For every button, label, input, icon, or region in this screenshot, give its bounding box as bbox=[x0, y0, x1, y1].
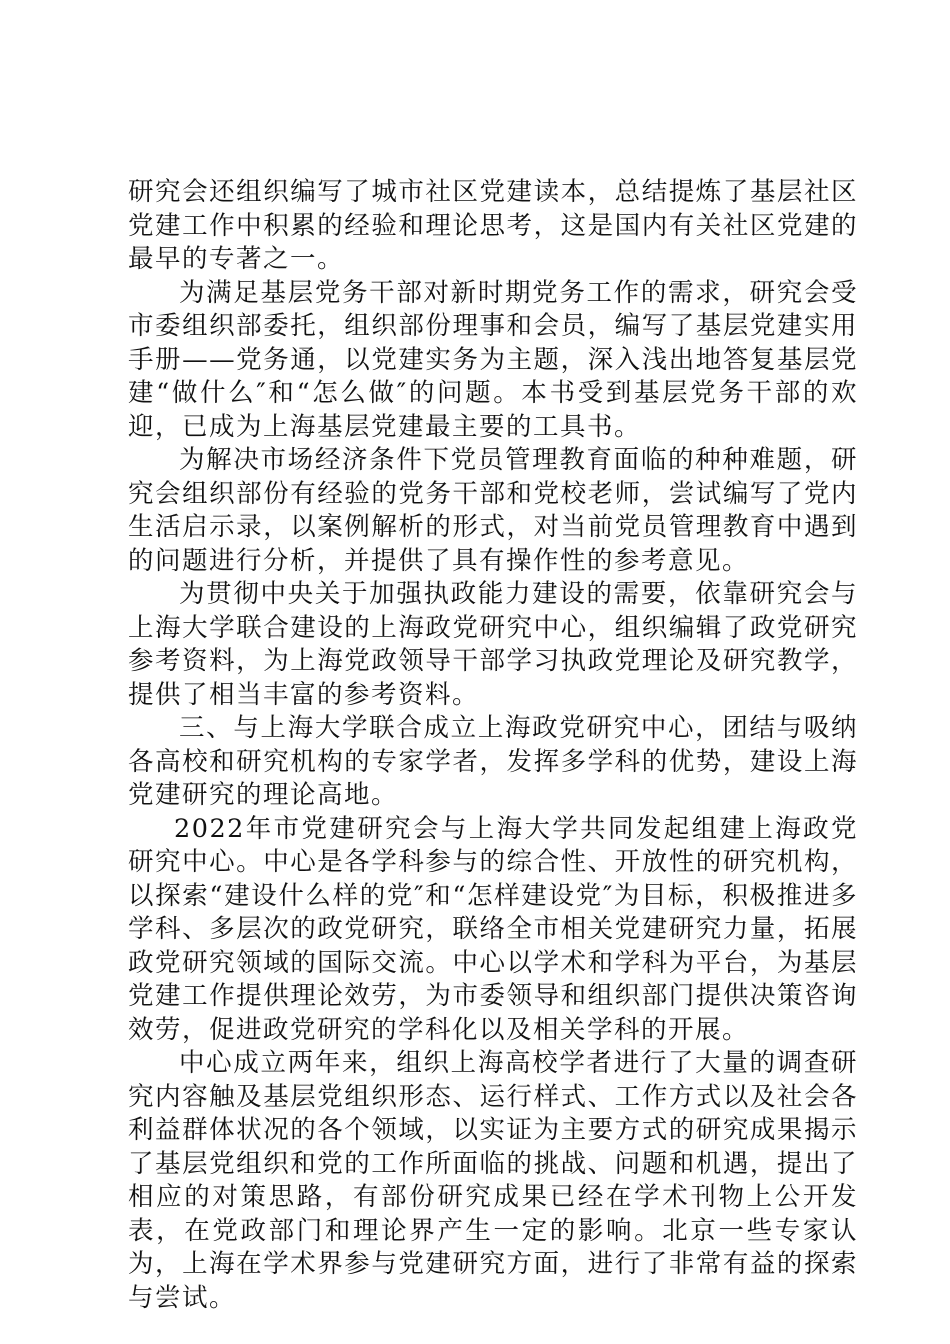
paragraph-section-three-heading: 三、与上海大学联合成立上海政党研究中心，团结与吸纳各高校和研究机构的专家学者，发挥多学科的优势，建设上海党建研究的理论高地。 bbox=[128, 713, 858, 810]
paragraph-party-handbook: 为满足基层党务干部对新时期党务工作的需求，研究会受市委组织部委托，组织部份理事和会员，编写了基层党建实用手册——党务通，以党建实务为主题，深入浅出地答复基层党建“做什么″和“怎么做″的问题。本书受到基层党务干部的欢迎，已成为上海基层党建最主要的工具书。 bbox=[128, 277, 858, 442]
paragraph-research-center-founding: 2022年市党建研究会与上海大学共同发起组建上海政党研究中心。中心是各学科参与的综合性、开放性的研究机构，以探索“建设什么样的党″和“怎样建设党″为目标，积极推进多学科、多层次的政党研究，联络全市相关党建研究力量，拓展政党研究领域的国际交流。中心以学术和学科为平台，为基层党建工作提供理论效劳，为市委领导和组织部门提供决策咨询效劳，促进政党研究的学科化以及相关学科的开展。 bbox=[128, 813, 858, 1045]
paragraph-research-achievements: 中心成立两年来，组织上海高校学者进行了大量的调查研究内容触及基层党组织形态、运行样式、工作方式以及社会各利益群体状况的各个领域，以实证为主要方式的研究成果揭示了基层党组织和党的工作所面临的挑战、问题和机遇，提出了相应的对策思路，有部份研究成果已经在学术刊物上公开发表，在党政部门和理论界产生一定的影响。北京一些专家认为，上海在学术界参与党建研究方面，进行了非常有益的探索与尝试。 bbox=[128, 1048, 858, 1313]
paragraph-party-life-casebook: 为解决市场经济条件下党员管理教育面临的种种难题，研究会组织部份有经验的党务干部和党校老师，尝试编写了党内生活启示录，以案例解析的形式，对当前党员管理教育中遇到的问题进行分析，并提供了具有操作性的参考意见。 bbox=[128, 445, 858, 576]
paragraph-community-reader: 研究会还组织编写了城市社区党建读本，总结提炼了基层社区党建工作中积累的经验和理论思考，这是国内有关社区党建的最早的专著之一。 bbox=[128, 177, 858, 274]
document-body bbox=[128, 176, 858, 1315]
paragraph-research-materials: 为贯彻中央关于加强执政能力建设的需要，依靠研究会与上海大学联合建设的上海政党研究中心，组织编辑了政党研究参考资料，为上海党政领导干部学习执政党理论及研究教学，提供了相当丰富的参考资料。 bbox=[128, 579, 858, 710]
